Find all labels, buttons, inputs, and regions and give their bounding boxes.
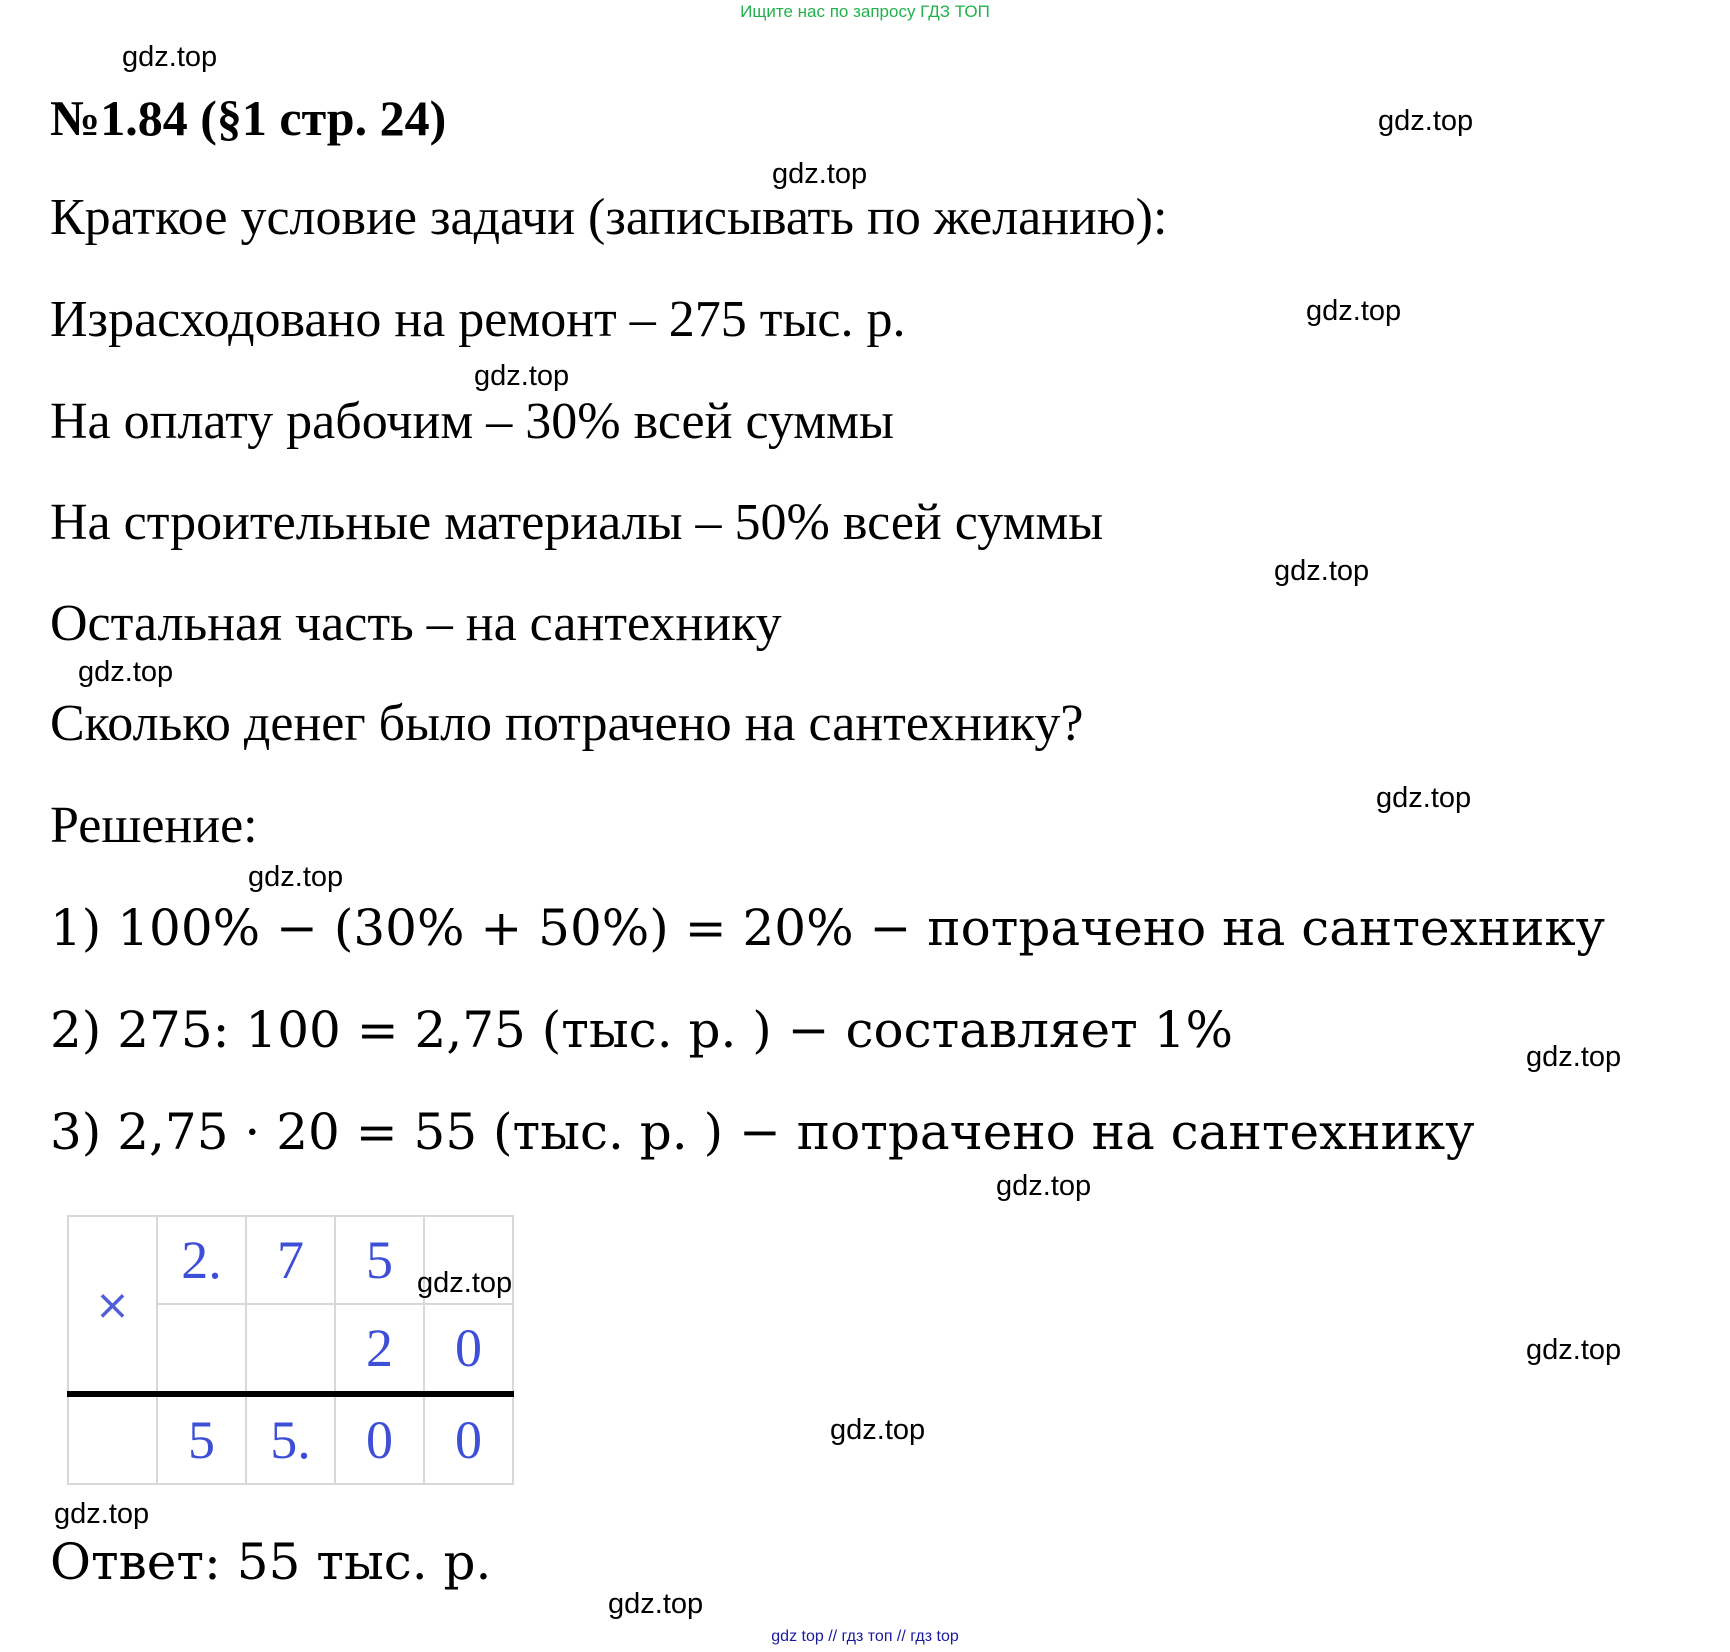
watermark-text: gdz.top <box>1378 105 1474 137</box>
condition-line-total: Израсходовано на ремонт – 275 тыс. р. <box>50 291 906 348</box>
watermark-text: gdz.top <box>78 656 174 688</box>
condition-heading: Краткое условие задачи (записывать по желанию): <box>50 189 1168 246</box>
digit-cell: 2 <box>335 1304 424 1394</box>
watermark-text: gdz.top <box>54 1498 150 1530</box>
digit-cell: 0 <box>424 1304 513 1394</box>
digit-cell: 0 <box>335 1394 424 1484</box>
digit-cell: 2. <box>157 1216 246 1304</box>
digit-cell <box>68 1394 157 1484</box>
watermark-text: gdz.top <box>830 1414 926 1446</box>
search-banner: Ищите нас по запросу ГДЗ ТОП <box>740 2 990 21</box>
watermark-text: gdz.top <box>248 861 344 893</box>
digit-cell: 0 <box>424 1394 513 1484</box>
watermark-text: gdz.top <box>122 41 218 73</box>
digit-cell <box>246 1304 335 1394</box>
watermark-text: gdz.top <box>1526 1334 1622 1366</box>
digit-cell: 5. <box>246 1394 335 1484</box>
watermark-text: gdz.top <box>608 1588 704 1620</box>
digit-cell: 7 <box>246 1216 335 1304</box>
digit-cell: 5 <box>157 1394 246 1484</box>
solution-step-1: 1) 100% − (30% + 50%) = 20% − потрачено на сантехнику <box>50 899 1606 957</box>
digit-cell: 5 <box>335 1216 424 1304</box>
watermark-text: gdz.top <box>1306 295 1402 327</box>
condition-line-materials: На строительные материалы – 50% всей суммы <box>50 494 1104 551</box>
answer-text: Ответ: 55 тыс. р. <box>50 1533 492 1591</box>
condition-line-rest: Остальная часть – на сантехнику <box>50 595 782 652</box>
watermark-text: gdz.top <box>772 158 868 190</box>
watermark-text: gdz.top <box>1274 555 1370 587</box>
condition-line-workers: На оплату рабочим – 30% всей суммы <box>50 393 894 450</box>
solution-step-2: 2) 275: 100 = 2,75 (тыс. р. ) − составляет 1% <box>50 1001 1233 1059</box>
multiply-sign: × <box>68 1216 157 1394</box>
watermark-text: gdz.top <box>1526 1041 1622 1073</box>
watermark-text: gdz.top <box>417 1267 513 1299</box>
solution-heading: Решение: <box>50 797 258 854</box>
footer-text: gdz top // гдз топ // гдз top <box>771 1628 959 1645</box>
condition-question: Сколько денег было потрачено на сантехнику? <box>50 695 1084 752</box>
digit-cell <box>157 1304 246 1394</box>
column-multiplication <box>67 1215 514 1485</box>
watermark-text: gdz.top <box>474 360 570 392</box>
solution-step-3: 3) 2,75 · 20 = 55 (тыс. р. ) − потрачено на сантехнику <box>50 1103 1475 1161</box>
watermark-text: gdz.top <box>996 1170 1092 1202</box>
page-title: №1.84 (§1 стр. 24) <box>50 90 447 146</box>
watermark-text: gdz.top <box>1376 782 1472 814</box>
